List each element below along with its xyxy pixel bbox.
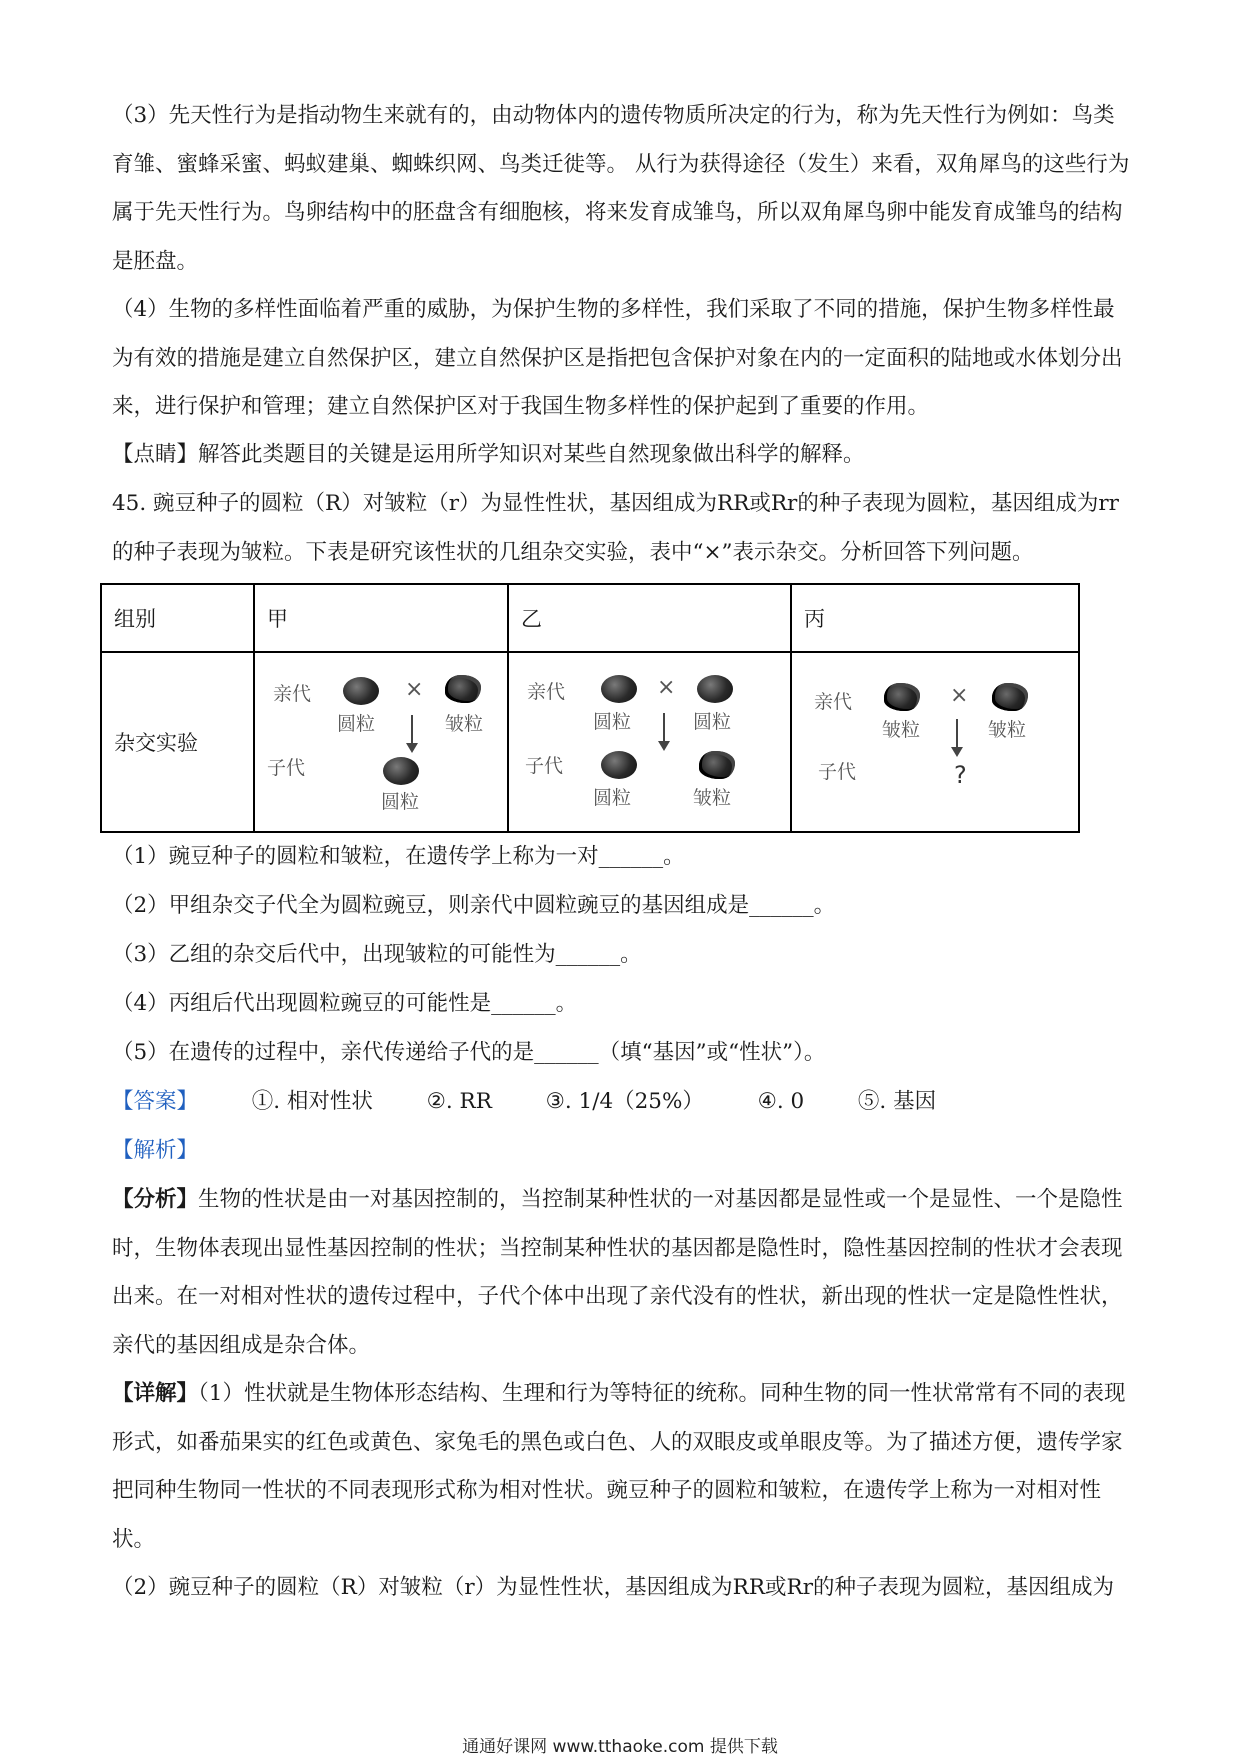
cross-jia [254, 652, 508, 832]
header-bing: 丙 [791, 584, 1079, 652]
answer-4: ④. 0 [757, 1089, 805, 1114]
child-label: 子代 [267, 757, 306, 779]
seed-label: 皱粒 [988, 719, 1027, 741]
down-arrow-icon [411, 715, 413, 745]
question-45-stem: 45. 豌豆种子的圆粒（R）对皱粒（r）为显性性状，基因组成为RR或Rr的种子表现为圆粒，基因组成为rr的种子表现为皱粒。下表是研究该性状的几组杂交实验，表中“×”表示杂交。分析回答下列问题。 [112, 491, 1119, 565]
sub-question-1: （1）豌豆种子的圆粒和皱粒，在遗传学上称为一对______。 [112, 844, 685, 869]
paragraph-tip: 【点睛】解答此类题目的关键是运用所学知识对某些自然现象做出科学的解释。 [112, 442, 865, 467]
seed-label: 圆粒 [693, 711, 732, 733]
header-group: 组别 [101, 584, 254, 652]
cross-symbol: × [657, 675, 676, 700]
round-seed-image [697, 675, 733, 703]
seed-label: 皱粒 [882, 719, 921, 741]
wrinkled-seed-image [992, 683, 1028, 711]
paragraph-innate-behavior: （3）先天性行为是指动物生来就有的，由动物体内的遗传物质所决定的行为，称为先天性行为例如：鸟类育雏、蜜蜂采蜜、蚂蚁建巢、蜘蛛织网、鸟类迁徙等。 从行为获得途径（发生）来看，双角犀鸟的这些行为属于先天性行为。鸟卵结构中的胚盘含有细胞核，将来发育成雏鸟，所以双角犀鸟卵中能发育成雏鸟的结构是胚盘。 [112, 103, 1130, 274]
sub-question-2: （2）甲组杂交子代全为圆粒豌豆，则亲代中圆粒豌豆的基因组成是______。 [112, 893, 836, 918]
detail-text: （1）性状就是生物体形态结构、生理和行为等特征的统称。同种生物的同一性状常常有不同的表现形式，如番茄果实的红色或黄色、家兔毛的黑色或白色、人的双眼皮或单眼皮等。为了描述方便，遗传学家把同种生物同一性状的不同表现形式称为相对性状。豌豆种子的圆粒和皱粒，在遗传学上称为一对相对性状。 [112, 1381, 1126, 1552]
analysis-paragraph [112, 1176, 1130, 1370]
seed-label: 圆粒 [337, 713, 376, 735]
down-arrow-icon [956, 719, 958, 749]
wrinkled-seed-image [699, 751, 735, 779]
answer-label: 【答案】 [112, 1089, 199, 1114]
sub-question-3: （3）乙组的杂交后代中，出现皱粒的可能性为______。 [112, 942, 642, 967]
cross-bing [791, 652, 1079, 832]
seed-label: 圆粒 [381, 791, 420, 813]
answer-1: ①. 相对性状 [251, 1089, 373, 1114]
row-label: 杂交实验 [101, 652, 254, 832]
seed-label: 圆粒 [593, 787, 632, 809]
parent-label: 亲代 [814, 691, 853, 713]
answer-line [112, 1078, 1130, 1127]
paragraph-biodiversity: （4）生物的多样性面临着严重的威胁，为保护生物的多样性，我们采取了不同的措施，保护生物多样性最为有效的措施是建立自然保护区，建立自然保护区是指把包含保护对象在内的一定面积的陆地或水体划分出来，进行保护和管理；建立自然保护区对于我国生物多样性的保护起到了重要的作用。 [112, 297, 1123, 419]
child-label: 子代 [818, 761, 857, 783]
cross-symbol: × [950, 683, 969, 708]
sub-question-4: （4）丙组后代出现圆粒豌豆的可能性是______。 [112, 991, 578, 1016]
seed-label: 皱粒 [693, 787, 732, 809]
analysis-tag: 【分析】 [112, 1187, 199, 1212]
answer-3: ③. 1/4（25%） [545, 1089, 704, 1114]
cross-yi [508, 652, 791, 832]
header-jia: 甲 [254, 584, 508, 652]
round-seed-image [601, 675, 637, 703]
page-footer: 通通好课网 www.tthaoke.com 提供下载 [462, 1737, 778, 1757]
cross-experiment-table [100, 583, 1080, 833]
round-seed-image [383, 757, 419, 785]
parent-label: 亲代 [273, 683, 312, 705]
seed-label: 圆粒 [593, 711, 632, 733]
answer-5: ⑤. 基因 [857, 1089, 937, 1114]
detail-paragraph-2: （2）豌豆种子的圆粒（R）对皱粒（r）为显性性状，基因组成为RR或Rr的种子表现为圆粒，基因组成为 [112, 1575, 1114, 1600]
table-body-row [101, 652, 1079, 832]
round-seed-image [601, 751, 637, 779]
detail-paragraph [112, 1370, 1130, 1564]
wrinkled-seed-image [445, 675, 481, 703]
round-seed-image [343, 677, 379, 705]
analysis-text: 生物的性状是由一对基因控制的，当控制某种性状的一对基因都是显性或一个是显性、一个是隐性时，生物体表现出显性基因控制的性状；当控制某种性状的基因都是隐性时，隐性基因控制的性状才会表现出来。在一对相对性状的遗传过程中，子代个体中出现了亲代没有的性状，新出现的性状一定是隐性性状，亲代的基因组成是杂合体。 [112, 1187, 1123, 1358]
child-label: 子代 [525, 755, 564, 777]
down-arrow-icon [663, 713, 665, 743]
parent-label: 亲代 [527, 681, 566, 703]
answer-2: ②. RR [426, 1089, 492, 1114]
analysis-label: 【解析】 [112, 1138, 199, 1163]
cross-symbol: × [405, 677, 424, 702]
seed-label: 皱粒 [445, 713, 484, 735]
analysis-heading [112, 1127, 1130, 1176]
detail-tag: 【详解】 [112, 1381, 199, 1406]
table-header-row [101, 584, 1079, 652]
unknown-offspring: ? [954, 761, 967, 789]
header-yi: 乙 [508, 584, 791, 652]
wrinkled-seed-image [884, 683, 920, 711]
sub-question-5: （5）在遗传的过程中，亲代传递给子代的是______（填“基因”或“性状”）。 [112, 1040, 826, 1065]
